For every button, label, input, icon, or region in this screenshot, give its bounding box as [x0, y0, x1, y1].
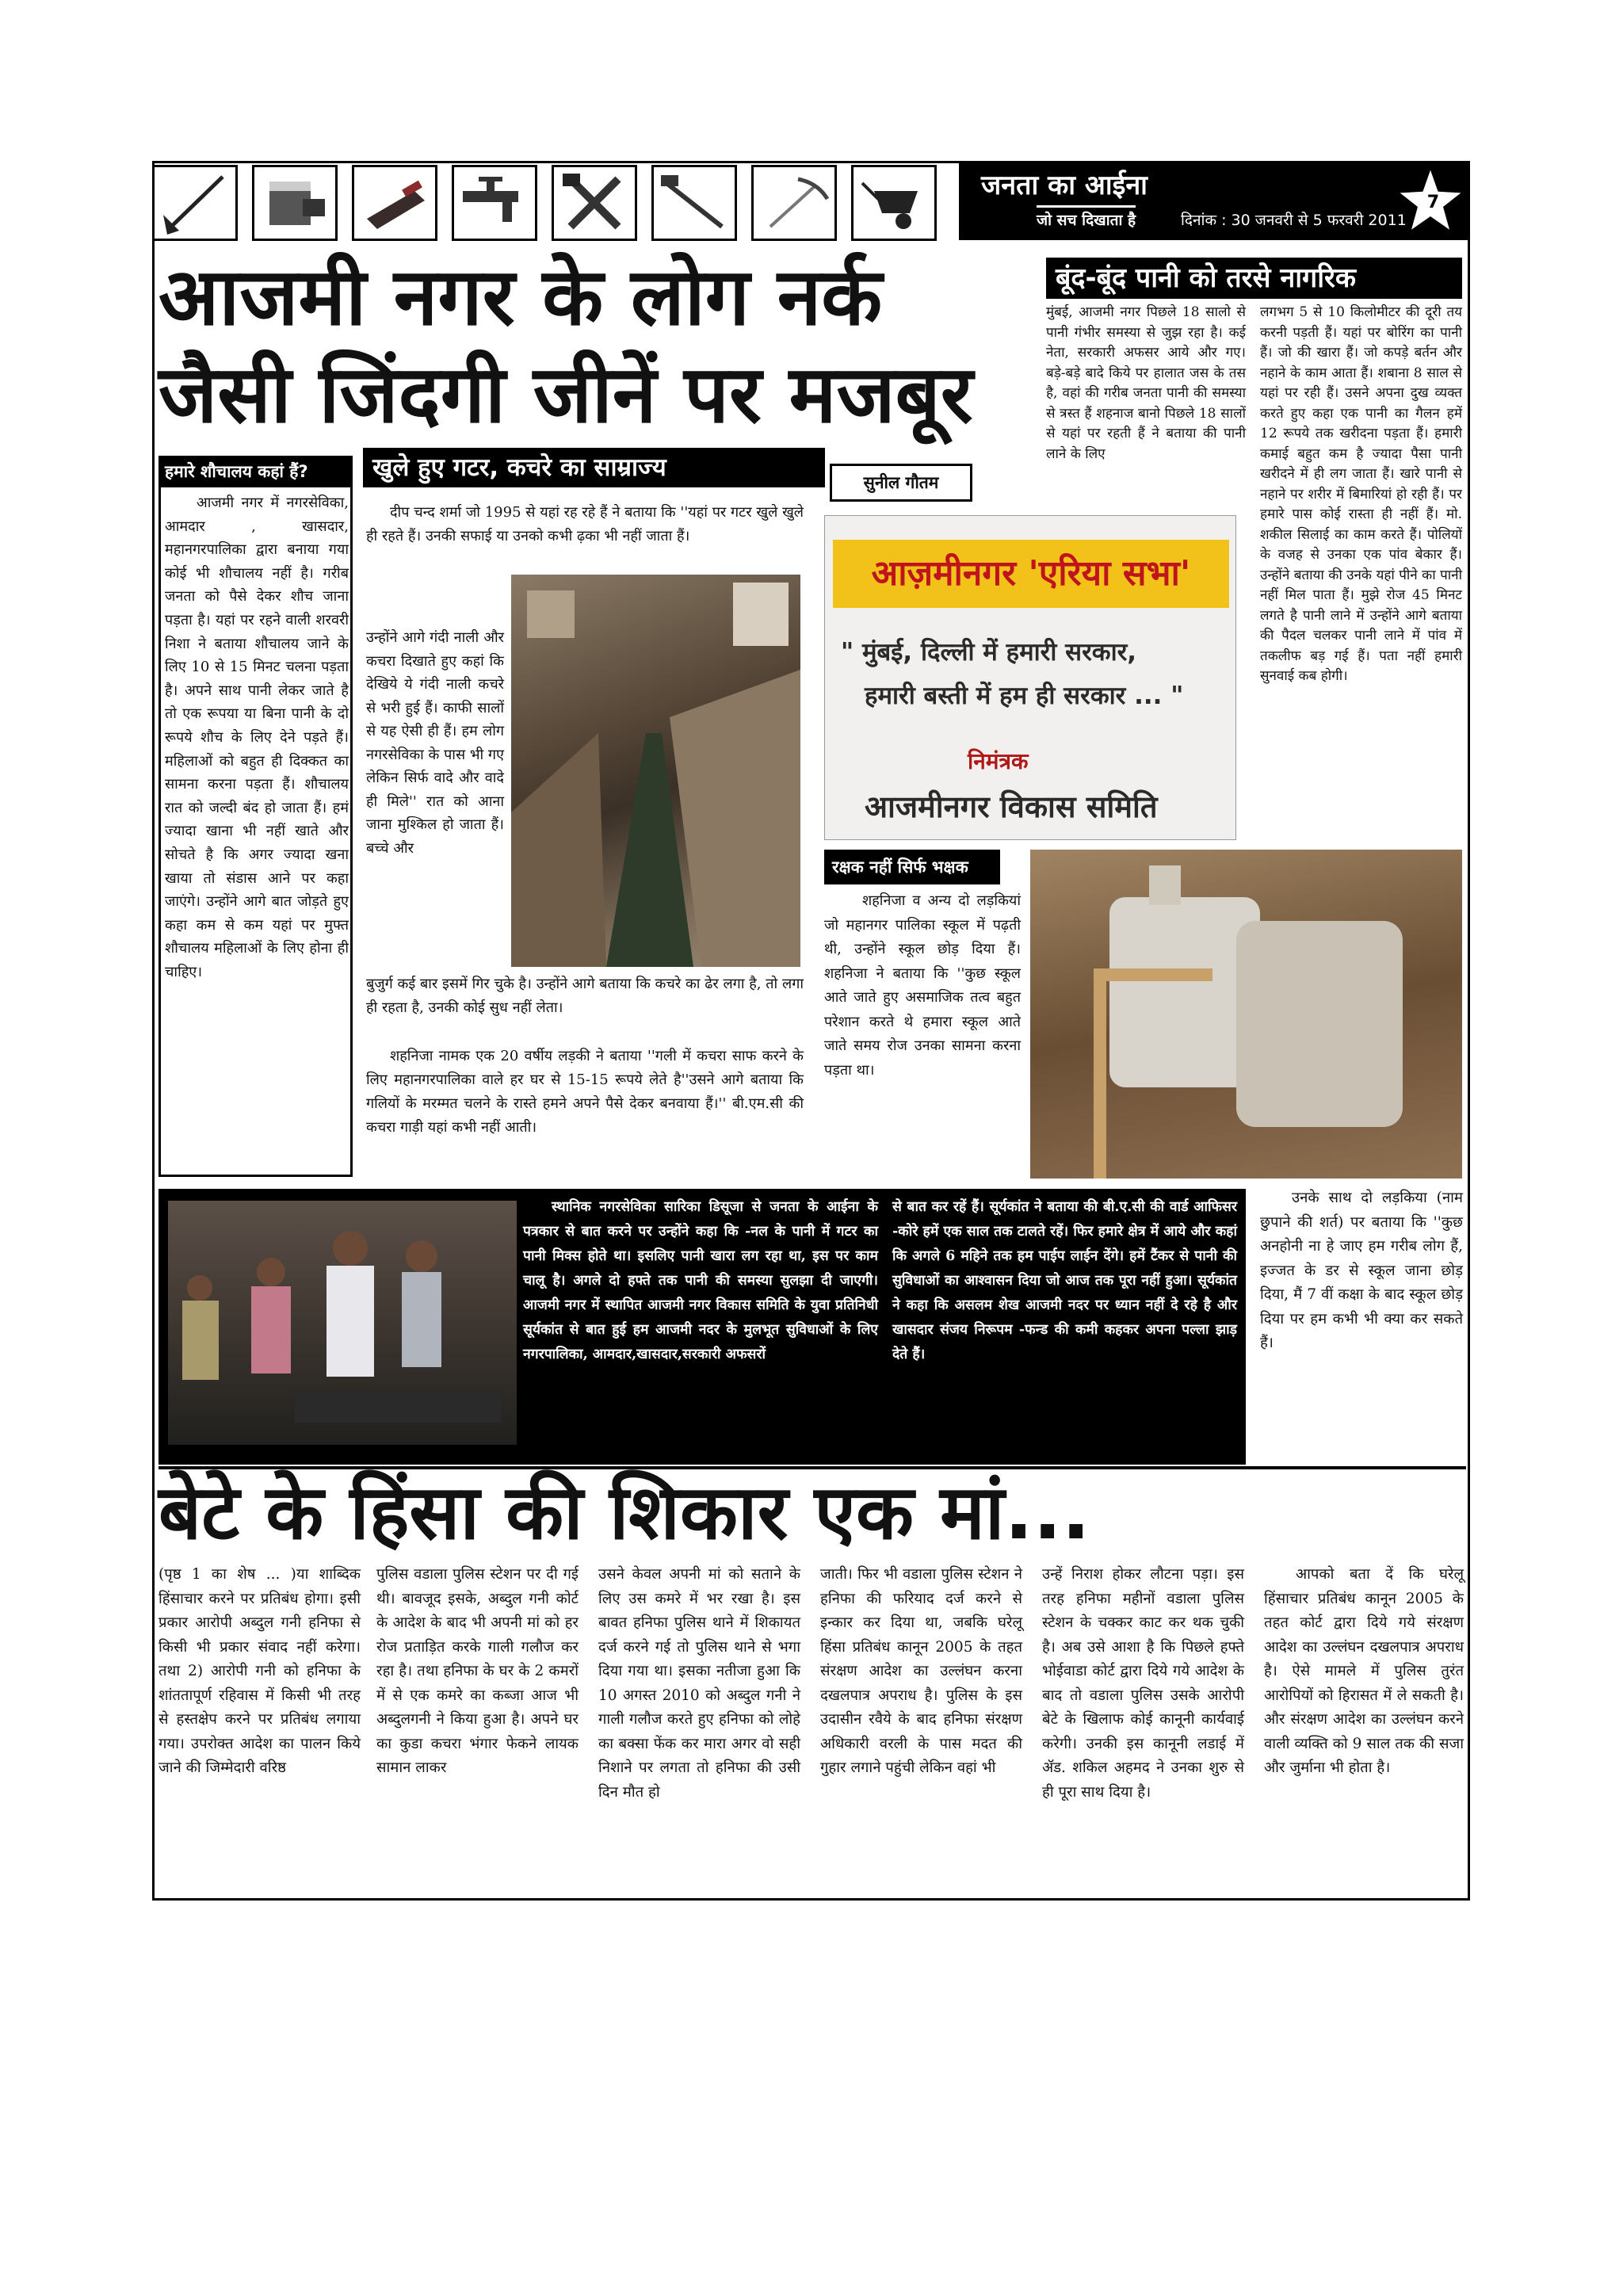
gutter-section-title: खुले हुए गटर, कचरे का साम्राज्य — [363, 448, 825, 487]
pickaxe-icon — [751, 165, 837, 241]
gutter-intro: दीप चन्द शर्मा जो 1995 से यहां रह रहे हैं ने बताया कि ''यहां पर गटर खुले खुले ही रहते हैं। उनकी सफाई या उनको कभी ढ़का भी नहीं जाता हैं। — [366, 504, 804, 544]
water-text-col1: मुंबई, आजमी नगर पिछले 18 सालो से पानी गंभीर समस्या से जुझ रहा है। कई नेता, सरकारी अफसर आये और गए। बड़े-बड़े बादे किये पर हालात जस के तस है, वहां की गरीब जनता पानी की समस्या से त्रस्त हैं शहनाज बानो पिछले 18 सालों से यहां पर रहती हैं ने बताया की पानी लाने के लिए — [1046, 304, 1246, 462]
newspaper-title: जनता का आईना — [981, 170, 1148, 201]
story-col-2: पुलिस वडाला पुलिस स्टेशन पर दी गई थी। बावजूद इसके, अब्दुल गनी कोर्ट के आदेश के बाद भी अपनी मां को हर रोज प्रताड़ित करके गाली गलौज कर रहा है। तथा हनिफा के घर के 2 कमरों में से एक कमरे का कब्जा आज भी अब्दुलगनी ने किया हुआ है। अपने घर का कुडा कचरा भंगार फेकने लायक सामान लाकर — [376, 1566, 579, 1776]
area-sabha-banner-photo — [824, 515, 1236, 840]
toilet-section-title: हमारे शौचालय कहां हैं? — [158, 456, 353, 487]
gutter-wrap-text: उन्होंने आगे गंदी नाली और कचरा दिखाते हुए कहां कि देखिये ये गंदी नाली कचरे से भरी हुई हैं। काफी सालों से यह ऐसी ही हैं। हम लोग नगरसेविका के पास भी गए लेकिन सिर्फ वादे और वादे ही मिले'' रात को आना जाना मुश्किल हो जाता हैं। बच्चे और — [366, 629, 504, 857]
interview-text-col2: से बात कर रहें हैं। सूर्यकांत ने बताया की बी.ए.सी की वार्ड आफिसर -कोरे हमें एक साल तक टालते रहें। फिर हमारे क्षेत्र में आये और कहां कि अगले 6 महिने तक हम पाईप लाईन देंगे। हमें टैंकर से पानी की सुविधाओं का आश्वासन दिया जो आज तक पूरा नहीं हुआ। सूर्यकांत ने कहा कि असलम शेख आजमी नदर पर ध्यान नहीं दे रहे है और खासदार संजय निरूपम -फन्ड की कमी कहकर अपना पल्ला झाड़ देते हैं। — [892, 1199, 1237, 1362]
issue-date: दिनांक : 30 जनवरी से 5 फरवरी 2011 — [1181, 212, 1407, 229]
story-col-1: (पृष्ठ 1 का शेष ... )या शाब्दिक हिंसाचार करने पर प्रतिबंध होगा। इसी प्रकार आरोपी अब्दुल गनी हनिफा से किसी भी प्रकार संवाद नहीं करेगा। तथा 2) आरोपी गनी को हनिफा के शांततापूर्ण रहिवास में किसी भी तरह से हस्तक्षेप करने पर प्रतिबंध लगाया गया। उपरोक्त आदेश का पालन किये जाने की जिम्मेदारी वरिष्ठ — [158, 1566, 361, 1776]
second-headline: बेटे के हिंसा की शिकार एक मां... — [158, 1469, 1090, 1557]
banner-heading: आज़मीनगर 'एरिया सभा' — [833, 540, 1229, 608]
byline: सुनील गौतम — [830, 464, 972, 502]
gutter-photo — [511, 575, 800, 967]
page-number: 7 — [1426, 193, 1439, 212]
hammer-wrench-icon — [552, 165, 637, 241]
water-section-title: बूंद-बूंद पानी को तरसे नागरिक — [1046, 258, 1462, 299]
hoe-icon — [152, 165, 238, 241]
trowel-icon — [352, 165, 437, 241]
wheelbarrow-icon — [851, 165, 937, 241]
masthead — [959, 161, 1470, 240]
pipe-wrench-icon — [651, 165, 737, 241]
banner-quote-line1: " मुंबई, दिल्ली में हमारी सरकार, — [841, 638, 1137, 667]
paint-bucket-icon — [252, 165, 338, 241]
interview-text-col1: स्थानिक नगरसेविका सारिका डिसूजा से जनता के आईना के पत्रकार से बात करने पर उन्होंने कहा कि -नल के पानी में गटर का पानी मिक्स होते था। इसलिए पानी खारा लग रहा था, इस पर काम चालू है। अगले दो हफ्ते तक पानी की समस्या सुलझा दी जाएगी। आजमी नगर में स्थापित आजमी नगर विकास समिति के युवा प्रतिनिधी सूर्यकांत से बात हुई हम आजमी नदर के मुलभूत सुविधाओं के लिए नगरपालिका, आमदार,खासदार,सरकारी अफसरों — [523, 1199, 878, 1362]
story-col-5: उन्हें निराश होकर लौटना पड़ा। इस तरह हनिफा महीनों वडाला पुलिस स्टेशन के चक्कर काट कर थक चुकी है। अब उसे आशा है कि पिछले हफ्ते भोईवाडा कोर्ट द्वारा दिये गये आदेश के बाद तो वडाला पुलिस उसके आरोपी बेटे के खिलाफ कोई कानूनी कार्यवाई करेगी। उनकी इस कानूनी लडाई में ॲड. शकिल अहमद ने उनका शुरु से ही पूरा साथ दिया है। — [1042, 1566, 1244, 1801]
water-containers-photo — [1030, 850, 1462, 1179]
water-cans-illustration — [1030, 850, 1462, 1179]
main-headline-line1: आजमी नगर के लोग नर्क — [158, 250, 883, 343]
story-col-3: उसने केवल अपनी मां को सताने के लिए उस कमरे में भर रखा है। इस बावत हनिफा पुलिस थाने में शिकायत दर्ज करने गई तो पुलिस थाने से भगा दिया गया था। इसका नतीजा हुआ कि 10 अगस्त 2010 को अब्दुल गनी ने गाली गलौज करते हुए हनिफा को लोहे का बक्सा फेंक कर मारा अगर वो सही निशाने पर लगता तो हनिफा की उसी दिन मौत हो — [598, 1566, 800, 1801]
open-drain-illustration — [511, 575, 800, 967]
main-headline-line2: जैसी जिंदगी जीनें पर मजबूर — [158, 348, 973, 441]
protector-text: शहनिजा व अन्य दो लड़कियां जो महानगर पालिका स्कूल में पढ़ती थी, उन्होंने स्कूल छोड़ दिया हैं। शहनिजा ने बताया कि ''कुछ स्कूल आते जाते हुए असमाजिक तत्व बहुत परेशान करते थे हमारा स्कूल आते जाते समय रोज उनका सामना करना पड़ता था। — [824, 892, 1021, 1079]
water-text-col2: लगभग 5 से 10 किलोमीटर की दूरी तय करनी पड़ती हैं। यहां पर बोरिंग का पानी हैं। जो की खारा हैं। जो कपड़े बर्तन और नहाने के काम आता हैं। शबाना 8 साल से यहां पर रही हैं। उसने अपना दुख व्यक्त करते हुए कहा एक पानी का गैलन हमें 12 रूपये तक खरीदना पड़ता हैं। हमारी कमाई बहुत कम है ज्यादा पैसा पानी खरीदने में ही लग जाता हैं। खारे पानी से नहाने पर शरीर में बिमारियां हो रही हैं। पर हमारे पास कोई रास्ता ही नहीं हैं। मो. शकील सिलाई का काम करते हैं। पोलियों के वजह से उनका एक पांव बेकार हैं। उन्होंने बताया की उनके यहां पीने का पानी नहीं मिल पाता हैं। मुझे रोज 45 मिनट लगते है पानी लाने में उन्होंने आगे बताया की पैदल चलकर पानी लाने में पांव में तकलीफ बड़ गई हैं। पता नहीं हमारी सुनवाई कब होगी। — [1260, 304, 1462, 684]
girls-text: उनके साथ दो लड़किया (नाम छुपाने की शर्त) पर बताया कि ''कुछ अनहोनी ना हे जाए हम गरीब लोग हैं, इज्जत के डर से स्कूल जाना छोड़ दिया, मैं 7 वीं कक्षा के बाद स्कूल छोड़ दिया पर हम कभी भी क्या कर सकते हैं। — [1260, 1190, 1463, 1351]
banner-organizer-label: निमंत्रक — [968, 748, 1029, 774]
protector-section-title: रक्षक नहीं सिर्फ भक्षक — [824, 850, 1000, 884]
banner-org-name: आजमीनगर विकास समिति — [865, 789, 1158, 824]
story-col-6: आपको बता दें कि घरेलू हिंसाचार प्रतिबंध कानून 2005 के तहत कोर्ट द्वारा दिये गये संरक्षण आदेश का उल्लंघन दखलपात्र अपराध है। ऐसे मामले में पुलिस तुरंत आरोपियों को हिरासत में ले सकती है। और संरक्षण आदेश का उल्लंघन करने वाली व्यक्ति को 9 साल तक की सजा और जुर्माना भी होता है। — [1264, 1566, 1464, 1776]
story-col-4: जाती। फिर भी वडाला पुलिस स्टेशन ने हनिफा की फरियाद दर्ज करने से इन्कार कर दिया था, जबकि घरेलू हिंसा प्रतिबंध कानून 2005 के तहत संरक्षण आदेश का उल्लंघन करना दखलपात्र अपराध है। पुलिस के इस उदासीन रवैये के बाद हनिफा संरक्षण अधिकारी वरली के पास मदत की गुहार लगाने पहुंची लेकिन वहां भी — [820, 1566, 1022, 1776]
meeting-photo — [168, 1201, 517, 1445]
newspaper-tagline: जो सच दिखाता है — [1037, 205, 1136, 230]
gutter-after-text: बुजुर्ग कई बार इसमें गिर चुके है। उन्होंने आगे बताया कि कचरे का ढेर लगा है, तो लगा ही रहता है, उनकी कोई सुध नहीं लेता। — [366, 976, 804, 1016]
water-tap-icon — [452, 165, 537, 241]
meeting-people-illustration — [168, 1201, 517, 1445]
toilet-text: आजमी नगर में नगरसेविका, आमदार , खासदार, महानगरपालिका द्वारा बनाया गया कोई भी शौचालय नहीं है। गरीब जनता को पैसे देकर शौच जाना पड़ता है। यहां पर रहने वाली शरवरी निशा ने बताया शौचालय जाने के लिए 10 से 15 मिनट चलना पड़ता है। अपने साथ पानी लेकर जाते है तो एक रूपया या बिना पानी के दो रूपये शौच के लिए देने पड़ते हैं। महिलाओं को बहुत ही दिक्कत का सामना करना पड़ता हैं। शौचालय रात को जल्दी बंद हो जाता हैं। हमं ज्यादा खाना भी नहीं खाते और सोचते है कि अगर ज्यादा खना खाया तो संडास आने पर कहा जाएंगे। उन्होंने आगे बात जोड़ते हुए कहा कम से कम यहां पर मुफ्त शौचालय महिलाओं के लिए होना ही चाहिए। — [165, 495, 349, 980]
gutter-para2: शहनिजा नामक एक 20 वर्षीय लड़की ने बताया ''गली में कचरा साफ करने के लिए महानगरपालिका वाले हर घर से 15-15 रूपये लेते है''उसने आगे बताया कि गलियों के मरम्मत चलने के रास्ते हमने अपने पैसे देकर बनवाया हैं।'' बी.एम.सी की कचरा गाड़ी यहां कभी नहीं आती। — [366, 1048, 804, 1136]
banner-quote-line2: हमारी बस्ती में हम ही सरकार ... " — [865, 682, 1184, 710]
